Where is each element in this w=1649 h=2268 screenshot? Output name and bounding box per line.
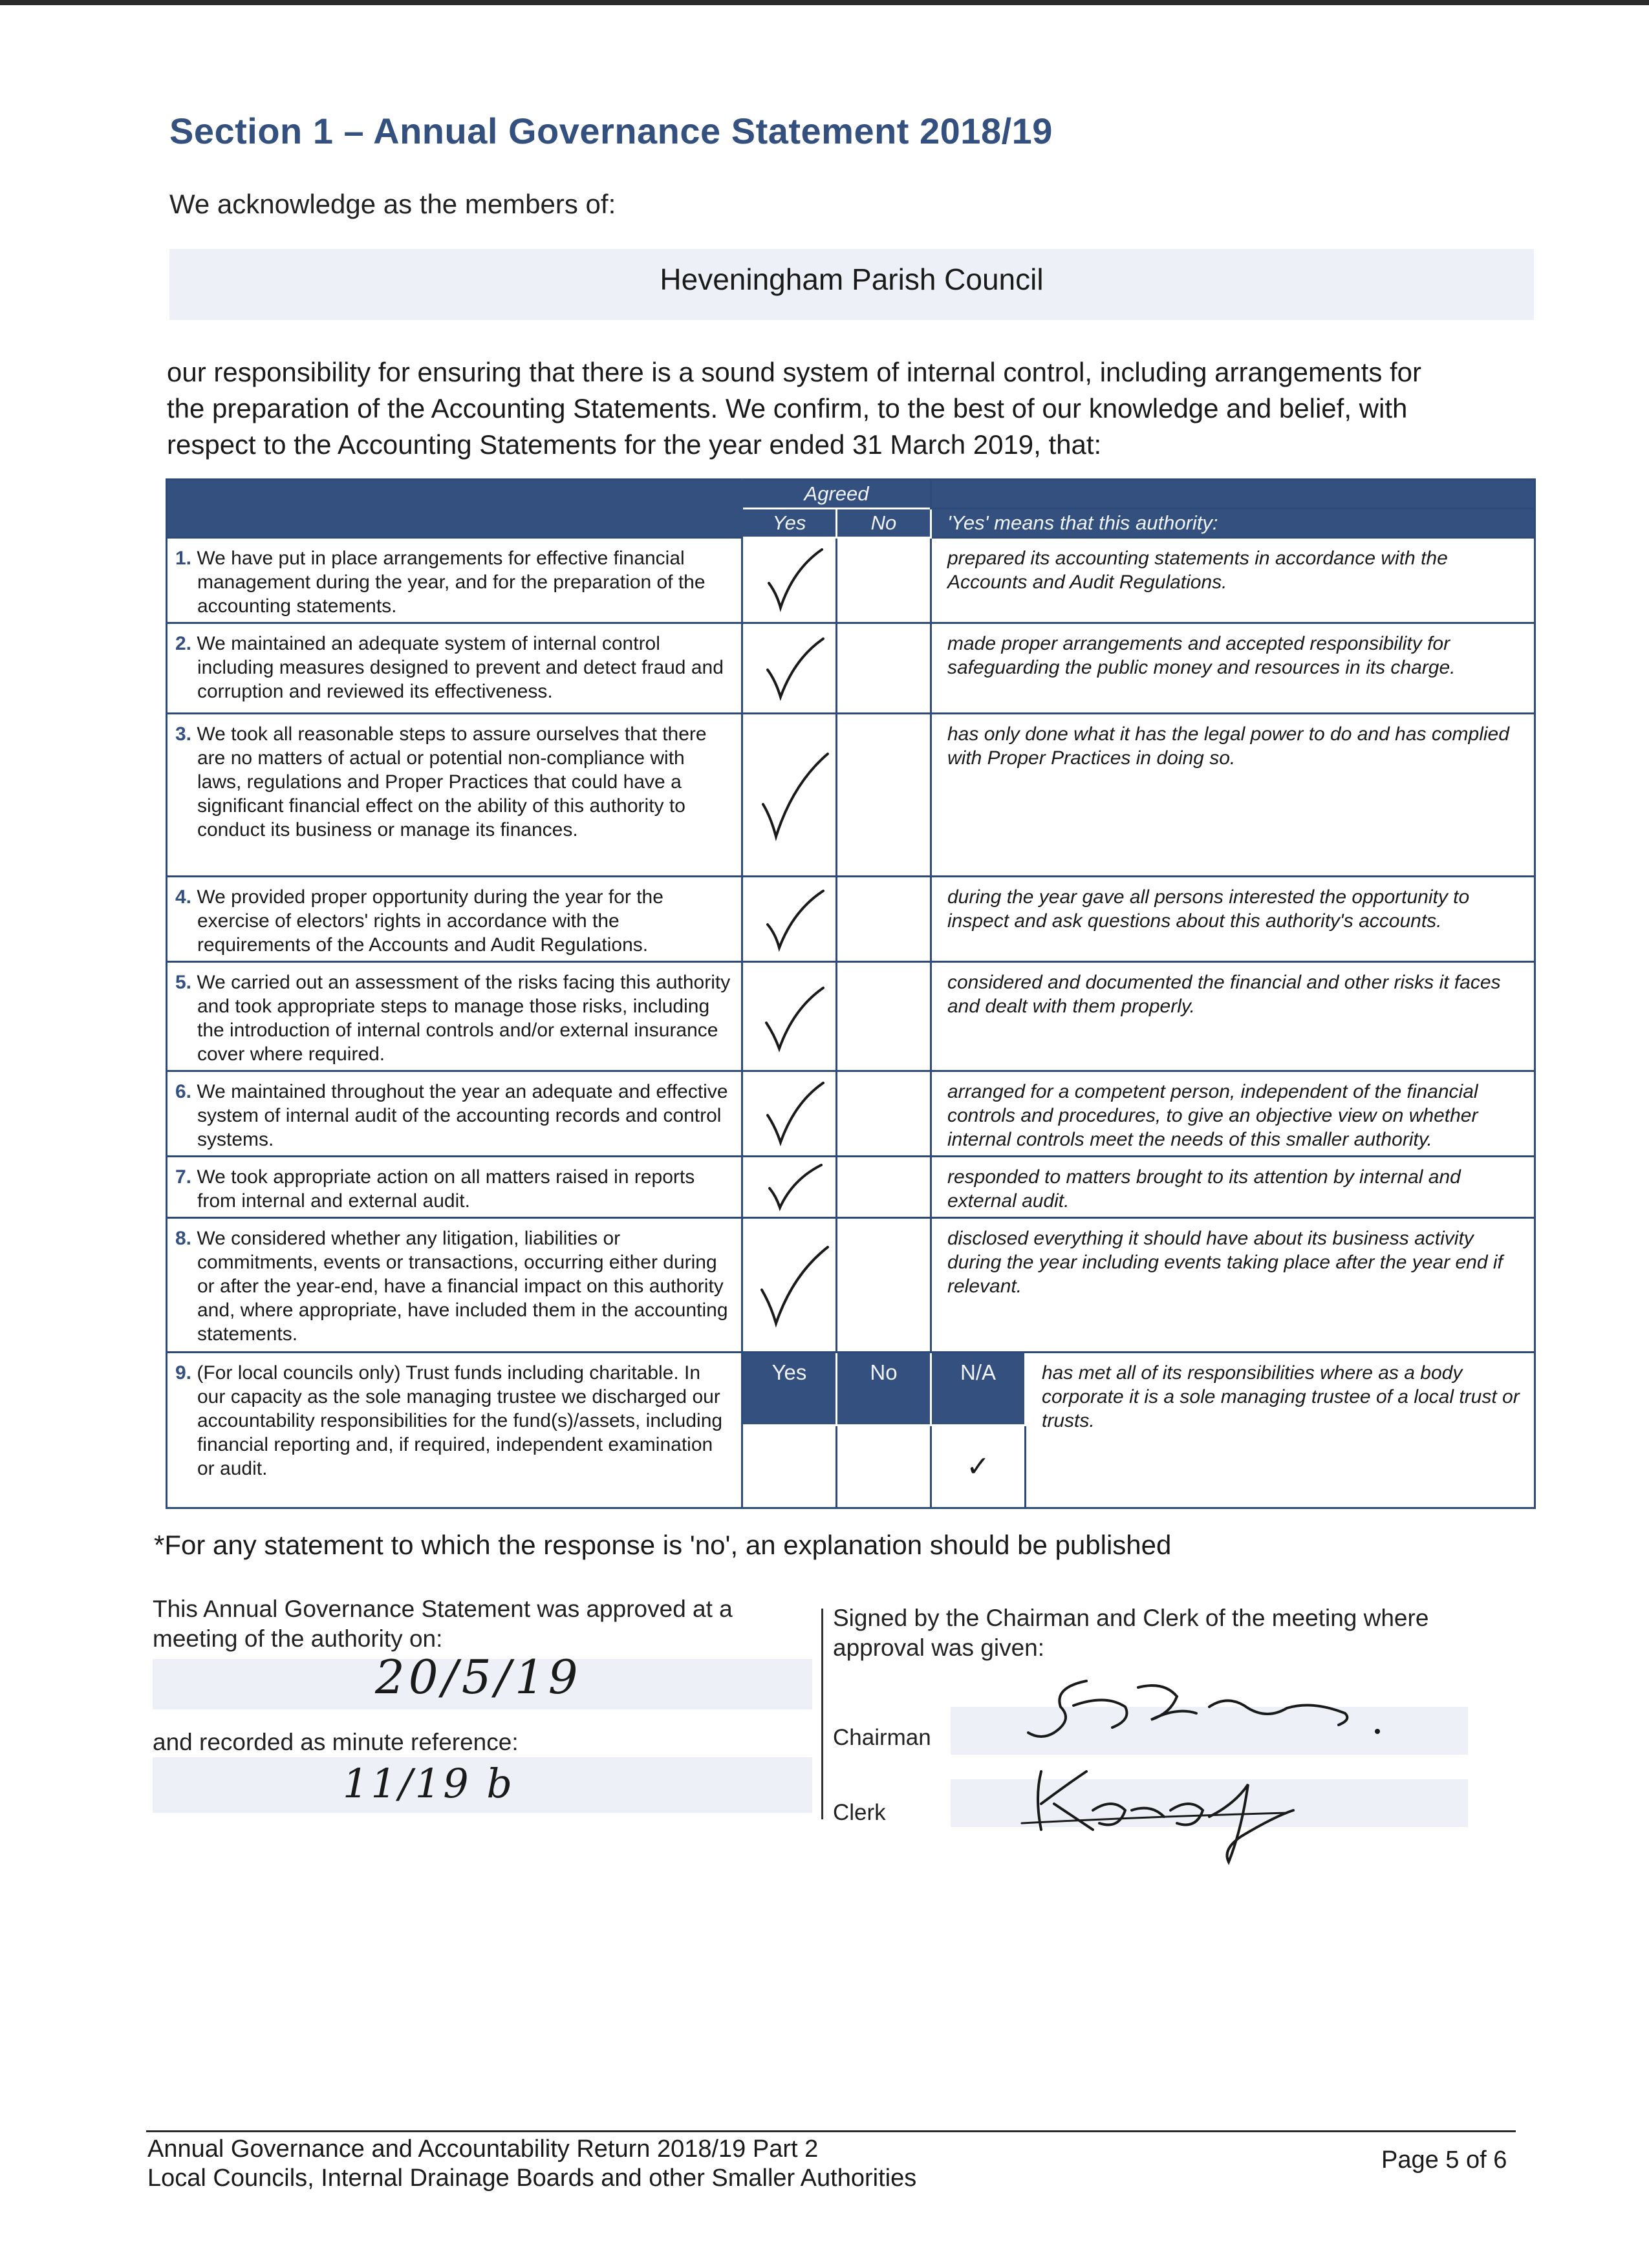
yes-box[interactable]	[742, 714, 837, 877]
statement-text: (For local councils only) Trust funds including charitable. In our capacity as the sole managing trustee we discharged our accountability responsibilities for the fund(s)/assets, including financial reporting and, if required, independent examination or audit.	[197, 1362, 723, 1479]
statement-text: We provided proper opportunity during the year for the exercise of electors' rights in accordance with the requirements of the Accounts and Audit Regulations.	[197, 886, 663, 956]
top-edge-rule	[0, 0, 1649, 5]
statement-number: 2.	[175, 633, 192, 654]
no-box[interactable]	[837, 962, 931, 1071]
paragraph-line-3: respect to the Accounting Statements for the year ended 31 March 2019, that:	[167, 429, 1102, 460]
statement-cell	[167, 1218, 742, 1353]
statement-text: We took all reasonable steps to assure ourselves that there are no matters of actual or potential non-compliance with laws, regulations and Proper Practices that could have a significant financial effect on the ability of this authority to conduct its business or manage its finances.	[197, 723, 707, 840]
statement-cell	[167, 1071, 742, 1157]
statement-number: 7.	[175, 1166, 192, 1188]
handwritten-tick-icon	[748, 745, 832, 842]
table-row	[167, 1071, 1535, 1157]
approved-text: This Annual Governance Statement was approved at a meeting of the authority on:	[153, 1596, 733, 1652]
responsibility-paragraph	[167, 354, 1544, 463]
yes-header: Yes	[742, 509, 837, 538]
no-box[interactable]	[837, 1157, 931, 1218]
means-cell: disclosed everything it should have about its business activity during the year including events taking place after the year end if relevant.	[931, 1218, 1535, 1353]
means-cell: responded to matters brought to its attention by internal and external audit.	[931, 1157, 1535, 1218]
recorded-text: and recorded as minute reference:	[153, 1729, 519, 1755]
footer-line-1: Annual Governance and Accountability Return 2018/19 Part 2	[147, 2135, 819, 2163]
means-cell: considered and documented the financial and other risks it faces and dealt with them properly.	[931, 962, 1535, 1071]
statement-cell	[167, 623, 742, 714]
handwritten-tick-icon	[748, 1238, 832, 1329]
no-box[interactable]	[837, 1071, 931, 1157]
intro-text: We acknowledge as the members of:	[169, 189, 616, 219]
trust-na-header: N/A	[931, 1353, 1026, 1426]
yes-box[interactable]	[742, 1071, 837, 1157]
chairman-signature-icon[interactable]	[1015, 1668, 1403, 1752]
no-box[interactable]	[837, 1218, 931, 1353]
statement-text: We maintained throughout the year an adequate and effective system of internal audit of the accounting records and control systems.	[197, 1081, 728, 1150]
statement-cell	[167, 962, 742, 1071]
statement-cell	[167, 1157, 742, 1218]
means-cell: during the year gave all persons interested the opportunity to inspect and ask questions about this authority's accounts.	[931, 877, 1535, 962]
column-divider	[821, 1609, 823, 1819]
no-box[interactable]	[837, 877, 931, 962]
chairman-label: Chairman	[833, 1725, 931, 1750]
statement-number: 9.	[175, 1362, 192, 1384]
statement-number: 8.	[175, 1228, 192, 1249]
paragraph-line-1: our responsibility for ensuring that there is a sound system of internal control, including arrangements for	[167, 357, 1421, 387]
statement-cell	[167, 877, 742, 962]
page-number: Page 5 of 6	[1381, 2146, 1507, 2174]
statement-text: We carried out an assessment of the risks facing this authority and took appropriate steps to manage those risks, including the introduction of internal controls and/or external insurance cover where required.	[197, 972, 731, 1065]
no-box[interactable]	[837, 714, 931, 877]
trust-yes-header: Yes	[742, 1353, 837, 1426]
table-row	[167, 1157, 1535, 1218]
no-box[interactable]	[837, 623, 931, 714]
yes-box[interactable]	[742, 877, 837, 962]
table-row	[167, 538, 1535, 623]
footer-rule	[146, 2130, 1516, 2132]
trust-no-header: No	[837, 1353, 931, 1426]
statement-cell	[167, 714, 742, 877]
council-name: Heveningham Parish Council	[660, 262, 1044, 296]
table-row	[167, 962, 1535, 1071]
statement-number: 4.	[175, 886, 192, 908]
yes-box[interactable]	[742, 623, 837, 714]
table-row	[167, 877, 1535, 962]
handwritten-tick-icon	[751, 1076, 828, 1148]
handwritten-tick-icon	[754, 1160, 825, 1212]
means-cell: prepared its accounting statements in accordance with the Accounts and Audit Regulations.	[931, 538, 1535, 623]
statement-text: We maintained an adequate system of internal control including measures designed to prevent and detect fraud and corruption and reviewed its effectiveness.	[197, 633, 724, 702]
means-cell: made proper arrangements and accepted responsibility for safeguarding the public money and resources in its charge.	[931, 623, 1535, 714]
table-row	[167, 714, 1535, 877]
clerk-label: Clerk	[833, 1800, 886, 1825]
means-header: 'Yes' means that this authority:	[931, 509, 1535, 538]
trust-yes-box[interactable]	[742, 1426, 837, 1508]
statement-text: We took appropriate action on all matters raised in reports from internal and external audit.	[197, 1166, 695, 1212]
statement-number: 5.	[175, 972, 192, 993]
table-header-row-1	[167, 480, 1535, 509]
yes-box[interactable]	[742, 1157, 837, 1218]
statement-number: 3.	[175, 723, 192, 745]
statement-text: We considered whether any litigation, liabilities or commitments, events or transactions, occurring either during or after the year-end, have a financial impact on this authority and, where appropriate, have included them in the accounting statements.	[197, 1228, 728, 1345]
statement-number: 1.	[175, 548, 192, 569]
statement-cell	[167, 1353, 742, 1508]
statement-cell	[167, 538, 742, 623]
no-header: No	[837, 509, 931, 538]
yes-box[interactable]	[742, 1218, 837, 1353]
yes-box[interactable]	[742, 538, 837, 623]
handwritten-tick-icon	[751, 882, 828, 953]
handwritten-tick-icon	[751, 631, 828, 702]
agreed-header: Agreed	[742, 480, 931, 509]
table-row	[167, 1218, 1535, 1353]
paragraph-line-2: the preparation of the Accounting Statements. We confirm, to the best of our knowledge and belief, with	[167, 393, 1408, 423]
no-box[interactable]	[837, 538, 931, 623]
trust-na-box[interactable]	[931, 1426, 1026, 1508]
means-cell: arranged for a competent person, independent of the financial controls and procedures, to give an objective view on whether internal controls meet the needs of this smaller authority.	[931, 1071, 1535, 1157]
means-cell: has met all of its responsibilities where as a body corporate it is a sole managing trustee of a local trust or trusts.	[1026, 1353, 1535, 1508]
clerk-signature-icon[interactable]	[1015, 1746, 1377, 1875]
statement-text: We have put in place arrangements for effective financial management during the year, and for the preparation of the accounting statements.	[197, 548, 706, 617]
trust-no-box[interactable]	[837, 1426, 931, 1508]
approval-date[interactable]: 20/5/19	[375, 1650, 582, 1704]
table-row-9	[167, 1353, 1535, 1426]
signed-text: Signed by the Chairman and Clerk of the meeting where approval was given:	[833, 1605, 1429, 1661]
na-tick-mark: ✓	[966, 1451, 990, 1482]
yes-box[interactable]	[742, 962, 837, 1071]
means-cell: has only done what it has the legal power to do and has complied with Proper Practices in doing so.	[931, 714, 1535, 877]
section-title: Section 1 – Annual Governance Statement 2018/19	[169, 111, 1053, 151]
governance-table	[166, 478, 1536, 1509]
handwritten-tick-icon	[751, 976, 828, 1054]
footnote: *For any statement to which the response is 'no', an explanation should be published	[154, 1530, 1172, 1560]
minute-reference[interactable]: 11/19 b	[343, 1760, 515, 1807]
handwritten-tick-icon	[751, 543, 828, 614]
statement-number: 6.	[175, 1081, 192, 1102]
table-row	[167, 623, 1535, 714]
footer-line-2: Local Councils, Internal Drainage Boards and other Smaller Authorities	[147, 2165, 917, 2192]
